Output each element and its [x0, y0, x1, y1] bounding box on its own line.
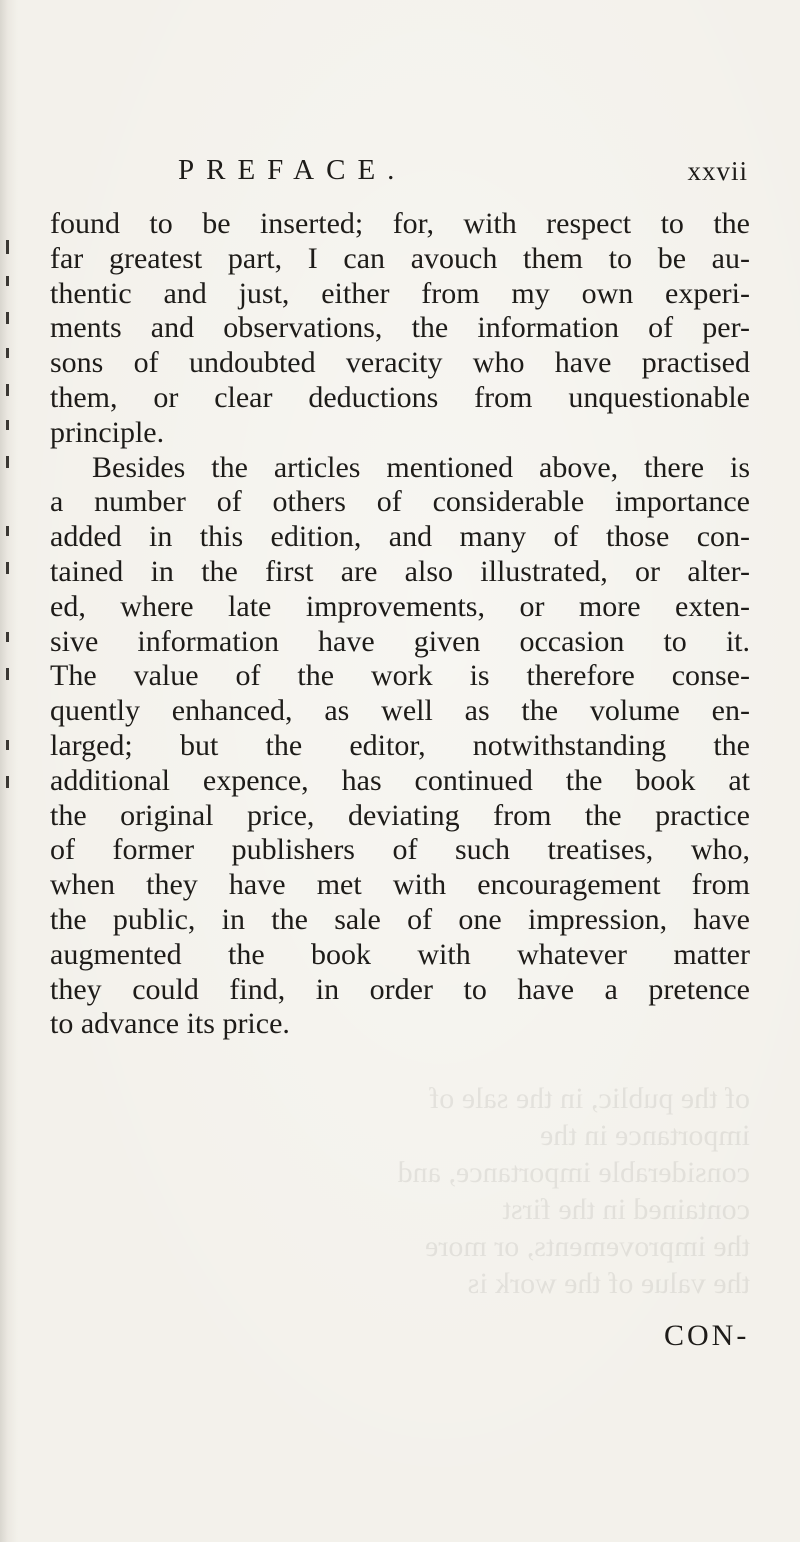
gutter-mark — [6, 776, 9, 788]
gutter-mark — [6, 526, 9, 536]
text-line: quently enhanced, as well as the volume en- — [50, 694, 750, 728]
text-line: ed, where late improvements, or more exten- — [50, 589, 750, 623]
gutter-mark — [6, 632, 9, 642]
gutter-mark — [6, 668, 9, 680]
text-line: sive information have given occasion to it. — [50, 624, 750, 658]
text-line: sons of undoubted veracity who have practised — [50, 346, 750, 380]
running-head — [178, 152, 748, 192]
text-line: augmented the book with whatever matter — [50, 937, 750, 971]
text-line: found to be inserted; for, with respect to the — [50, 207, 750, 240]
show-through-text: of the public, in the sale of importance in the considerable importance, and contained in the first the improvements, or more the value of the work is — [397, 1082, 750, 1300]
page-number: xxvii — [687, 156, 748, 186]
text-line: additional expence, has continued the book at — [50, 763, 750, 797]
text-line: principle. — [50, 415, 165, 449]
gutter-mark — [6, 276, 9, 286]
text-line: to advance its price. — [50, 1007, 290, 1041]
text-line: Besides the articles mentioned above, there is — [92, 450, 750, 484]
gutter-mark — [6, 740, 9, 750]
text-line: they could find, in order to have a pretence — [50, 972, 750, 1006]
gutter-mark — [6, 456, 9, 468]
text-line: added in this edition, and many of those con- — [50, 520, 750, 554]
text-line: when they have met with encouragement from — [50, 868, 750, 902]
text-line: them, or clear deductions from unquestionable — [50, 380, 750, 414]
text-line: larged; but the editor, notwithstanding the — [50, 728, 750, 762]
text-line: a number of others of considerable importance — [50, 485, 750, 519]
gutter-mark — [6, 312, 9, 324]
running-title: PREFACE. — [178, 154, 407, 186]
text-line: the original price, deviating from the practice — [50, 798, 750, 832]
text-line: of former publishers of such treatises, who, — [50, 833, 750, 867]
gutter-mark — [6, 384, 9, 396]
gutter-mark — [6, 348, 9, 358]
text-line: the public, in the sale of one impression, have — [50, 902, 750, 936]
text-line: thentic and just, either from my own experi- — [50, 276, 750, 310]
text-line: far greatest part, I can avouch them to be au- — [50, 241, 750, 275]
catchword: CON- — [664, 1319, 750, 1352]
text-line: tained in the first are also illustrated, or alter- — [50, 554, 750, 588]
text-line: ments and observations, the information of per- — [50, 311, 750, 345]
text-line: The value of the work is therefore conse- — [50, 659, 750, 693]
gutter-mark — [6, 420, 9, 430]
gutter-marks — [6, 240, 14, 1060]
gutter-mark — [6, 562, 9, 574]
body-text — [50, 207, 750, 1042]
gutter-mark — [6, 240, 9, 254]
